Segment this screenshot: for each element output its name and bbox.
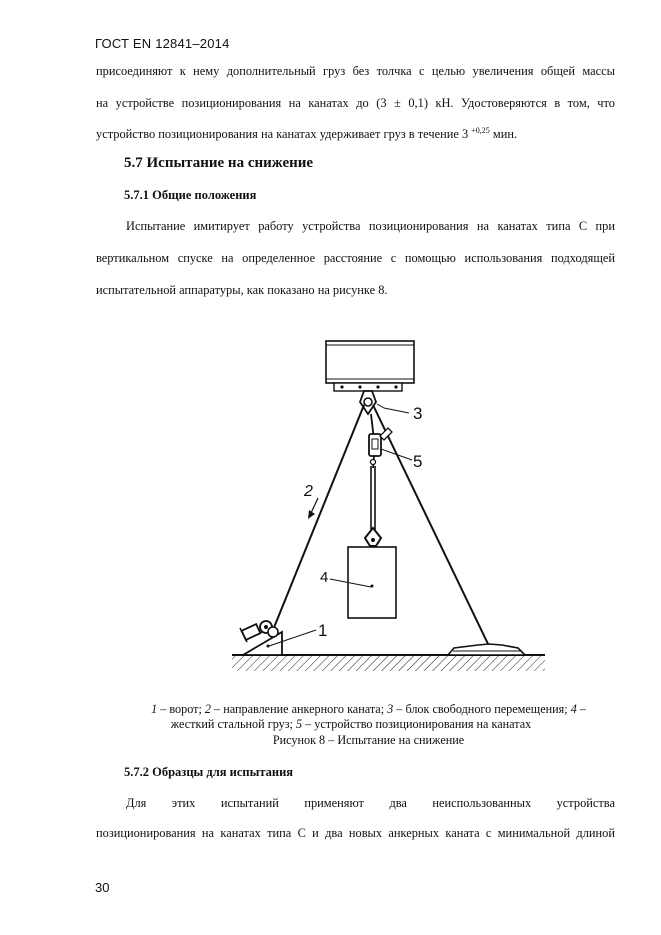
figure-legend-line-1 [96,702,641,717]
legend-text: – ворот; [157,702,205,716]
paragraph-text: мин. [489,127,518,141]
tolerance-superscript: +0,25 [471,126,490,135]
paragraph-line: позиционирования на канатах типа С и два новых анкерных каната с минимальной длиной [96,826,615,840]
overhead-beam [326,341,414,391]
direction-arrow [308,498,318,519]
paragraph-line: Для этих испытаний применяют два неиспользованных устройства [126,796,615,810]
ground-anchor [448,644,525,655]
legend-text: жесткий стальной груз; [170,717,296,731]
paragraph-line: на устройстве позиционирования на канатах до (3 ± 0,1) кН. Удостоверяются в том, что [96,96,615,110]
legend-text: – блок свободного перемещения; [393,702,571,716]
paragraph-line: вертикальном спуске на определенное расстояние с помощью использования подходящей [96,251,615,265]
section-heading-5-7: 5.7 Испытание на снижение [124,155,314,171]
paragraph-line: Испытание имитирует работу устройства позиционирования на канатах типа С при [126,219,615,233]
legend-text: – направление анкерного каната; [211,702,388,716]
section-heading-5-7-1: 5.7.1 Общие положения [124,188,257,202]
legend-number: 4 [570,702,577,716]
steel-load-mass [348,547,396,618]
legend-number: 2 [204,702,211,716]
load-suspension [365,466,381,546]
callout-2: 2 [304,483,313,500]
legend-number: 3 [387,702,394,716]
document-header: ГОСТ EN 12841–2014 [95,36,230,51]
legend-number: 5 [295,717,303,731]
paragraph-line: присоединяют к нему дополнительный груз без толчка с целью увеличения общей массы [96,64,615,78]
callout-3: 3 [413,404,423,423]
page-number: 30 [95,880,110,895]
section-heading-5-7-2: 5.7.2 Образцы для испытания [124,765,294,779]
legend-text: – [576,702,586,716]
paragraph-text: устройство позиционирования на канатах удерживает груз в течение 3 [96,127,472,141]
ground-surface [232,655,545,671]
figure-caption: Рисунок 8 – Испытание на снижение [272,733,465,747]
legend-number: 1 [151,702,158,716]
figure-legend-line-2 [96,717,606,732]
callout-4: 4 [320,569,329,586]
legend-text: – устройство позиционирования на канатах [302,717,532,731]
rope-positioning-device [369,428,392,468]
callout-5: 5 [413,452,423,471]
paragraph-line: испытательной аппаратуры, как показано на рисунке 8. [96,283,388,297]
winch [240,621,282,655]
callout-1: 1 [318,621,328,640]
